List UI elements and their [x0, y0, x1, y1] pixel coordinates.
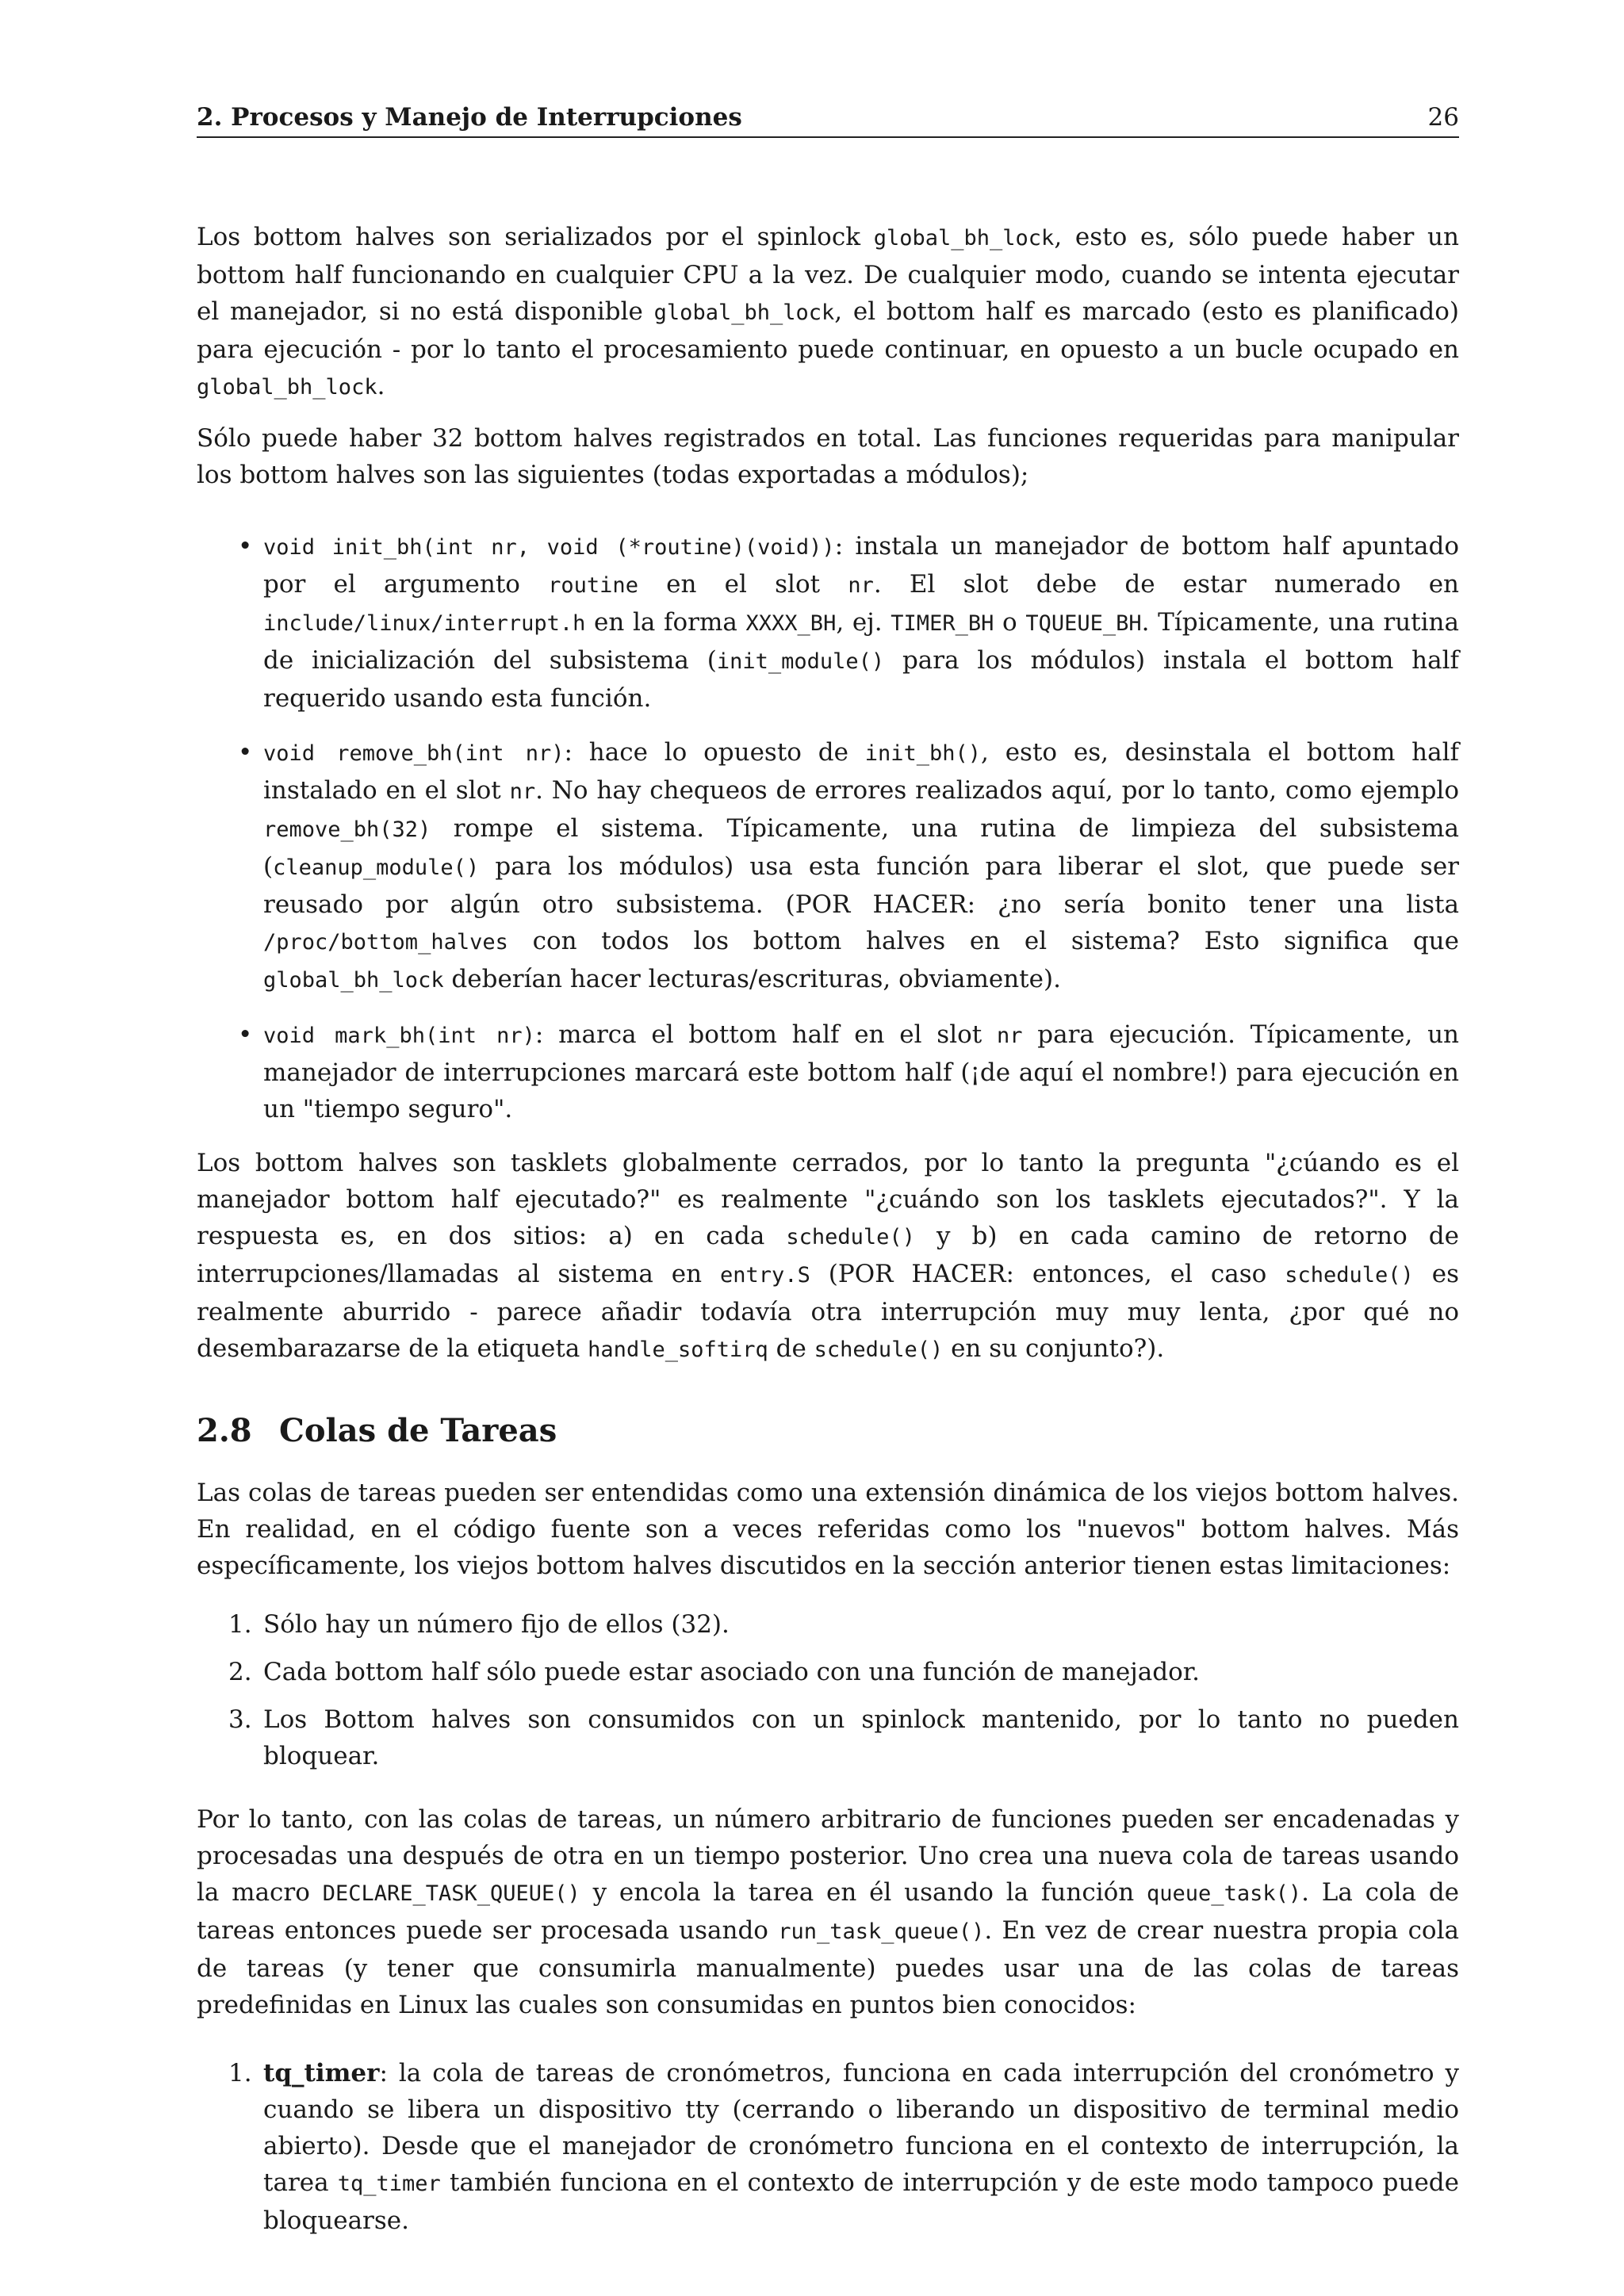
page-number: 26 [1427, 103, 1459, 132]
document-page [197, 101, 1459, 2250]
list-item [197, 1606, 1459, 1643]
text-run: de [768, 1334, 814, 1363]
code-inline: schedule() [786, 1225, 915, 1249]
list-number: 1. [228, 2059, 252, 2087]
code-signature: void mark_bh(int nr) [263, 1024, 535, 1048]
code-inline: tq_timer [337, 2172, 441, 2196]
code-inline: TIMER_BH [891, 611, 994, 636]
predefined-queues-list [197, 2055, 1459, 2239]
list-item [197, 1654, 1459, 1690]
bullet-icon: • [238, 738, 253, 767]
paragraph-tasklets [197, 1145, 1459, 1368]
text-run: en el slot [638, 570, 848, 599]
code-inline: nr [509, 779, 536, 804]
text-run: y encola la tarea en él usando la función [580, 1878, 1147, 1907]
code-inline: XXXX_BH [745, 611, 837, 636]
text-run: también funciona en el contexto de interrupción y de este modo tampoco puede bloquearse. [263, 2168, 1459, 2235]
list-text: Los Bottom halves son consumidos con un spinlock mantenido, por lo tanto no pueden bloquear. [263, 1705, 1459, 1770]
text-run: . La cola de tareas entonces puede ser procesada usando [197, 1878, 1460, 1945]
text-run: en la forma [585, 608, 746, 637]
paragraph-global-bh-lock [197, 219, 1459, 406]
text-run: . [377, 372, 385, 400]
text-run: rompe el sistema. Típicamente, una rutina de limpieza del subsistema ( [263, 814, 1459, 881]
code-inline: queue_task() [1147, 1881, 1302, 1906]
chapter-title: 2. Procesos y Manejo de Interrupciones [197, 103, 742, 132]
code-global-bh-lock: global_bh_lock [873, 226, 1055, 251]
paragraph-bh-functions: Sólo puede haber 32 bottom halves registrados en total. Las funciones requeridas para manipular los bottom halves son las siguientes (todas exportadas a módulos); [197, 424, 1459, 489]
code-inline: handle_softirq [588, 1337, 768, 1362]
text-run: Los bottom halves son tasklets globalmente cerrados, por lo tanto la pregunta "¿cúando es el manejador bottom half ejecutado?" es realmente "¿cuándo son los tasklets ejecutados?". Y la respuesta es, en dos sitios: a) en cada [197, 1149, 1459, 1250]
code-global-bh-lock: global_bh_lock [197, 375, 377, 400]
running-header [197, 101, 1459, 138]
bh-function-list [197, 528, 1459, 1127]
text-run: (POR HACER: entonces, el caso [810, 1260, 1285, 1288]
list-number: 2. [228, 1658, 252, 1686]
text-run: . Típicamente, una rutina de inicialización del subsistema ( [263, 608, 1459, 675]
body-text [197, 219, 1459, 2239]
code-inline: routine [548, 573, 638, 598]
text-run: . El slot debe de estar numerado en [873, 570, 1459, 599]
code-inline: init_module() [716, 649, 885, 674]
text-run: : la cola de tareas de cronómetros, funciona en cada interrupción del cronómetro y cuando se libera un dispositivo tty (cerrando o liberando un dispositivo de terminal medio abierto). Desde que el manejador de cronómetro funciona en el contexto de interrupción, la tarea [263, 2059, 1459, 2197]
code-signature: void init_bh(int nr, void (*routine)(void)) [263, 535, 835, 560]
text-run: con todos los bottom halves en el sistema? Esto significa que [508, 927, 1459, 955]
code-signature: void remove_bh(int nr) [263, 741, 565, 766]
code-inline: init_bh() [864, 741, 982, 766]
list-item-remove-bh [197, 734, 1459, 999]
code-inline: schedule() [1285, 1263, 1414, 1288]
section-title: Colas de Tareas [279, 1412, 557, 1449]
code-inline: remove_bh(32) [263, 817, 431, 842]
text-run: , el bottom half es marcado (esto es planificado) para ejecución - por lo tanto el procesamiento puede continuar, en opuesto a un bucle ocupado en [197, 297, 1459, 364]
section-number: 2.8 [197, 1412, 252, 1449]
code-inline: entry.S [720, 1263, 810, 1288]
text-run: es realmente aburrido - parece añadir todavía otra interrupción muy muy lenta, ¿por qué no desembarazarse de la etiqueta [197, 1260, 1460, 1363]
list-text: Sólo hay un número fijo de ellos (32). [263, 1610, 730, 1639]
text-run: , ej. [836, 608, 891, 637]
text-run: Los bottom halves son serializados por el spinlock [197, 223, 874, 251]
queue-name: tq_timer [263, 2059, 380, 2087]
text-run: : instala un manejador de bottom half apuntado por el argumento [263, 532, 1459, 599]
text-run: Por lo tanto, con las colas de tareas, un número arbitrario de funciones pueden ser encadenadas y procesadas una después de otra en un tiempo posterior. Uno crea una nueva cola de tareas usando la macro [197, 1805, 1459, 1907]
limitations-list [197, 1606, 1459, 1774]
list-item-tq-timer [197, 2055, 1459, 2239]
code-inline: run_task_queue() [778, 1919, 985, 1944]
paragraph-task-queues-intro: Las colas de tareas pueden ser entendidas como una extensión dinámica de los viejos bottom halves. En realidad, en el código fuente son a veces referidas como los "nuevos" bottom halves. Más específicamente, los viejos bottom halves discutidos en la sección anterior tienen estas limitaciones: [197, 1479, 1459, 1580]
text-run: : marca el bottom half en el slot [534, 1020, 997, 1049]
list-number: 3. [228, 1705, 252, 1734]
code-inline: /proc/bottom_halves [263, 930, 508, 955]
text-run: y b) en cada camino de retorno de interrupciones/llamadas al sistema en [197, 1222, 1459, 1288]
list-text: Cada bottom half sólo puede estar asociado con una función de manejador. [263, 1658, 1201, 1686]
text-run: para ejecución. Típicamente, un manejador de interrupciones marcará este bottom half (¡de aquí el nombre!) para ejecución en un "tiempo seguro". [263, 1020, 1460, 1123]
bullet-icon: • [238, 532, 253, 561]
text-run: o [994, 608, 1026, 637]
code-inline: nr [996, 1024, 1023, 1048]
bullet-icon: • [238, 1020, 253, 1049]
list-item [197, 1701, 1459, 1774]
text-run: para los módulos) usa esta función para liberar el slot, que puede ser reusado por algún otro subsistema. (POR HACER: ¿no sería bonito tener una lista [263, 852, 1459, 919]
code-inline: schedule() [814, 1337, 944, 1362]
code-global-bh-lock: global_bh_lock [653, 300, 835, 325]
section-heading [197, 1411, 1459, 1451]
code-inline: nr [848, 573, 874, 598]
text-run: : hace lo opuesto de [564, 738, 865, 767]
text-run: , esto es, desinstala el bottom half instalado en el slot [263, 738, 1459, 805]
list-item-init-bh [197, 528, 1459, 717]
code-inline: DECLARE_TASK_QUEUE() [322, 1881, 580, 1906]
paragraph-task-queue-api [197, 1801, 1459, 2023]
code-inline: TQUEUE_BH [1025, 611, 1142, 636]
code-inline: cleanup_module() [273, 855, 480, 880]
text-run: , esto es, sólo puede haber un bottom half funcionando en cualquier CPU a la vez. De cualquier modo, cuando se intenta ejecutar el manejador, si no está disponible [197, 223, 1459, 326]
text-run: para los módulos) instala el bottom half requerido usando esta función. [263, 646, 1459, 713]
text-run: . En vez de crear nuestra propia cola de tareas (y tener que consumirla manualmente) puedes usar una de las colas de tareas predefinidas en Linux las cuales son consumidas en puntos bien conocidos: [197, 1916, 1459, 2019]
text-run: en su conjunto?). [943, 1334, 1165, 1363]
list-number: 1. [228, 1610, 252, 1639]
code-inline: include/linux/interrupt.h [263, 611, 586, 636]
text-run: . No hay chequeos de errores realizados aquí, por lo tanto, como ejemplo [535, 776, 1459, 805]
list-item-mark-bh [197, 1016, 1459, 1127]
code-inline: global_bh_lock [263, 968, 444, 993]
text-run: deberían hacer lecturas/escrituras, obviamente). [443, 965, 1061, 993]
